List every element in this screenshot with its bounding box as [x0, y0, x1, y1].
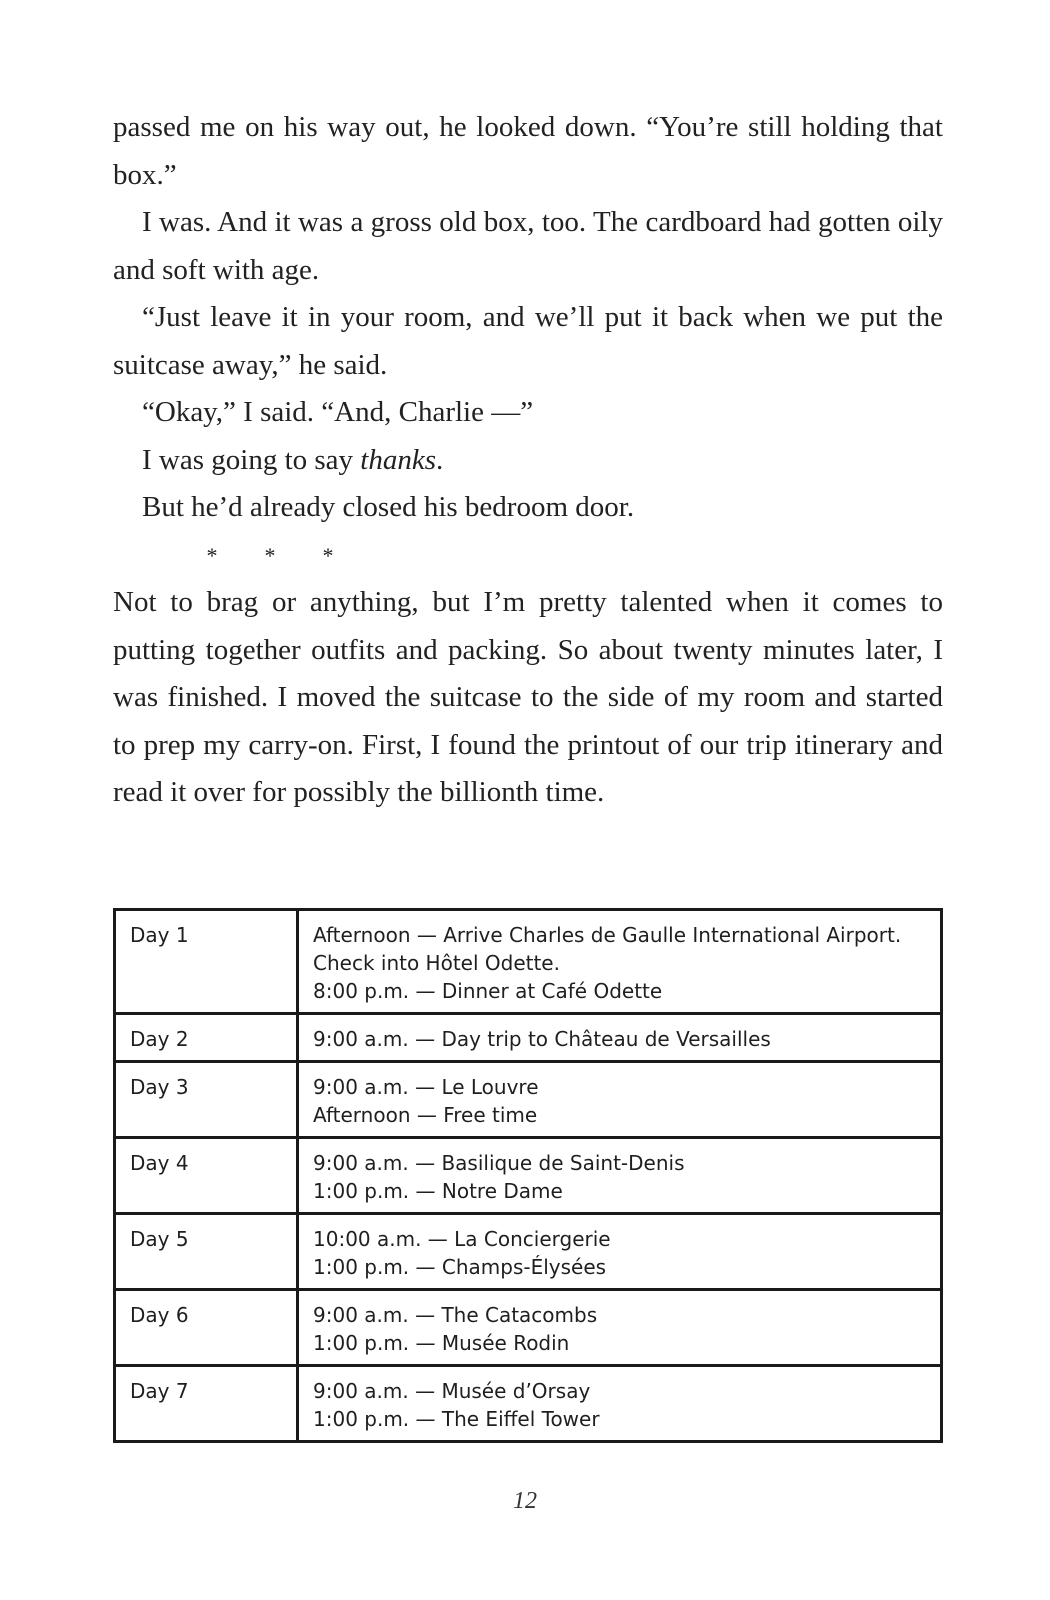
itinerary-plan: [298, 1290, 942, 1366]
page-number: 12: [513, 1488, 537, 1514]
paragraph: “Okay,” I said. “And, Charlie —”: [142, 396, 534, 428]
itinerary-table: [113, 908, 943, 1443]
itinerary-plan: [298, 1214, 942, 1290]
itinerary-plan-line: 1:00 p.m. — The Eiffel Tower: [313, 1407, 600, 1431]
itinerary-plan: [298, 1138, 942, 1214]
itinerary-plan-line: Afternoon — Arrive Charles de Gaulle International Airport.: [313, 923, 902, 947]
itinerary-day: Day 6: [115, 1290, 298, 1366]
itinerary-plan: [298, 1366, 942, 1442]
paragraph: [113, 437, 943, 485]
scene-break-asterisk: *: [322, 542, 334, 568]
itinerary-row: [115, 1014, 942, 1062]
itinerary-table-body: [115, 910, 942, 1442]
itinerary-plan-line: Check into Hôtel Odette.: [313, 951, 560, 975]
itinerary-day: Day 2: [115, 1014, 298, 1062]
itinerary-plan-line: Afternoon — Free time: [313, 1103, 538, 1127]
scene-break: [113, 532, 943, 580]
itinerary-day: Day 4: [115, 1138, 298, 1214]
itinerary-plan-line: 1:00 p.m. — Champs-Élysées: [313, 1255, 607, 1279]
itinerary-plan: [298, 1062, 942, 1138]
paragraph: “Just leave it in your room, and we’ll put it back when we put the suitcase away,” he said.: [113, 301, 943, 381]
itinerary-plan-line: 9:00 a.m. — Le Louvre: [313, 1075, 539, 1099]
itinerary-plan-line: 8:00 p.m. — Dinner at Café Odette: [313, 979, 663, 1003]
prose-body: [113, 104, 943, 817]
itinerary-day: Day 1: [115, 910, 298, 1014]
scene-break-asterisk: *: [206, 542, 218, 568]
itinerary-row: [115, 1214, 942, 1290]
itinerary-day: Day 3: [115, 1062, 298, 1138]
itinerary-day: Day 5: [115, 1214, 298, 1290]
paragraph: But he’d already closed his bedroom door.: [142, 491, 635, 523]
itinerary-row: [115, 1366, 942, 1442]
itinerary-plan: [298, 910, 942, 1014]
itinerary-plan-line: 9:00 a.m. — Musée d’Orsay: [313, 1379, 591, 1403]
itinerary-plan-line: 1:00 p.m. — Musée Rodin: [313, 1331, 570, 1355]
scene-break-asterisk: *: [264, 542, 276, 568]
paragraph: Not to brag or anything, but I’m pretty talented when it comes to putting together outfits and packing. So about twenty minutes later, I was finished. I moved the suitcase to the side of my room and started to prep my carry-on. First, I found the printout of our trip itinerary and read it over for possibly the billionth time.: [113, 586, 943, 808]
itinerary-row: [115, 1290, 942, 1366]
paragraph: passed me on his way out, he looked down. “You’re still holding that box.”: [113, 111, 943, 191]
itinerary-plan: [298, 1014, 942, 1062]
emphasis-text: thanks: [360, 443, 436, 476]
itinerary-plan-line: 9:00 a.m. — Basilique de Saint-Denis: [313, 1151, 685, 1175]
itinerary-row: [115, 1062, 942, 1138]
itinerary-plan-line: 9:00 a.m. — Day trip to Château de Versailles: [313, 1027, 771, 1051]
paragraph: I was. And it was a gross old box, too. The cardboard had gotten oily and soft with age.: [113, 206, 943, 286]
itinerary-plan-line: 10:00 a.m. — La Conciergerie: [313, 1227, 611, 1251]
itinerary-day: Day 7: [115, 1366, 298, 1442]
itinerary-plan-line: 9:00 a.m. — The Catacombs: [313, 1303, 598, 1327]
itinerary-plan-line: 1:00 p.m. — Notre Dame: [313, 1179, 563, 1203]
paragraph-text: I was going to say: [142, 443, 361, 476]
itinerary-row: [115, 1138, 942, 1214]
itinerary-row: [115, 910, 942, 1014]
paragraph-text: .: [436, 443, 444, 476]
